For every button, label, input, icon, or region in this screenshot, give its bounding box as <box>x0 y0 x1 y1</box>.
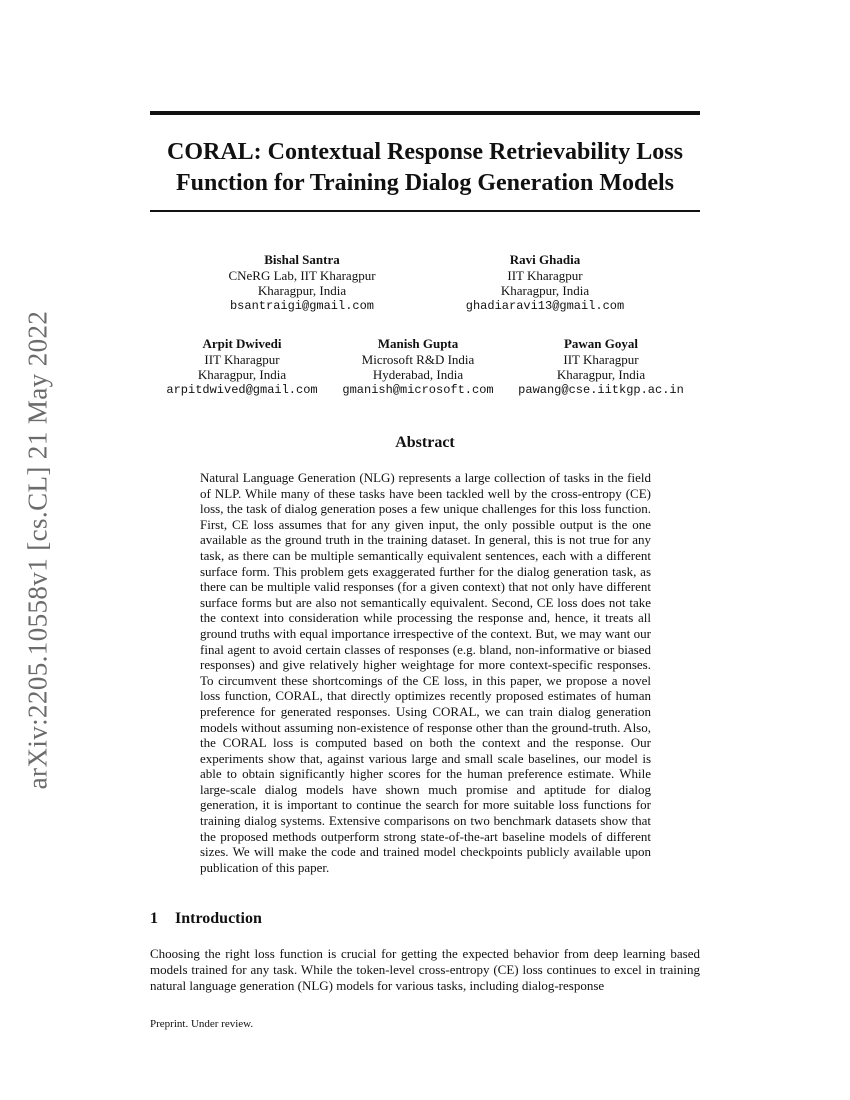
section-number: 1 <box>150 910 158 927</box>
preprint-footer: Preprint. Under review. <box>150 1018 254 1030</box>
author-affiliation: IIT Kharagpur <box>204 351 280 367</box>
intro-paragraph: Choosing the right loss function is crucial for getting the expected behavior from deep learning based models trained for any task. While the token-level cross-entropy (CE) loss continues to excel in training natural language generation (NLG) models for various tasks, including dialog-response <box>150 946 700 993</box>
arxiv-stamp: arXiv:2205.10558v1 [cs.CL] 21 May 2022 <box>22 310 53 790</box>
author-block-4 <box>342 336 493 398</box>
author-email: ghadiaravi13@gmail.com <box>465 298 625 313</box>
author-location: Kharagpur, India <box>556 367 646 382</box>
author-location: Kharagpur, India <box>500 283 590 298</box>
section-heading <box>150 910 262 928</box>
author-block-2 <box>466 252 624 314</box>
author-affiliation: IIT Kharagpur <box>507 267 583 283</box>
section-title: Introduction <box>175 910 262 927</box>
abstract-heading: Abstract <box>395 434 455 451</box>
author-location: Hyderabad, India <box>372 367 464 382</box>
title-rule-top <box>150 111 700 115</box>
abstract-text: Natural Language Generation (NLG) represents a large collection of tasks in the field of NLP. While many of these tasks have been tackled well by the cross-entropy (CE) loss, the task of dialog generation poses a few unique challenges for this loss function. First, CE loss assumes that for any given input, the only possible output is the one available as the ground truth in the training dataset. In general, this is not true for any task, as there can be multiple semantically equivalent sentences, each with a different surface form. This problem gets exaggerated further for the dialog generation task, as there can be multiple valid responses (for a given context) that not only have different surface forms but are also not semantically equivalent. Second, CE loss does not take the context into consideration while processing the response and, hence, it treats all ground truths with equal importance irrespective of the context. But, we may want our final agent to avoid certain classes of responses (e.g. bland, non-informative or biased responses) and give relatively higher weightage for more context-specific responses. To circumvent these shortcomings of the CE loss, in this paper, we propose a novel loss function, CORAL, that directly optimizes recently proposed estimates of human preference for generated responses. Using CORAL, we can train dialog generation models without assuming non-existence of response other than the ground-truth. Also, the CORAL loss is computed based on both the context and the response. Our experiments show that, against various large and small scale baselines, our model is able to obtain significantly higher scores for the human preference estimate. While large-scale dialog models have shown much promise and aptitude for dialog generation, it is important to continue the search for more suitable loss functions for training dialog systems. Extensive comparisons on two benchmark datasets show that the proposed methods outperform strong state-of-the-art baseline models of different sizes. We will make the code and trained model checkpoints publicly available upon publication of this paper. <box>200 470 651 875</box>
author-block-3 <box>166 336 317 398</box>
author-location: Kharagpur, India <box>257 283 347 298</box>
author-affiliation: CNeRG Lab, IIT Kharagpur <box>228 267 376 283</box>
author-email: gmanish@microsoft.com <box>342 382 494 397</box>
author-name: Bishal Santra <box>264 252 340 267</box>
author-block-1 <box>228 252 375 314</box>
paper-title: CORAL: Contextual Response Retrievability Loss Function for Training Dialog Generation Models <box>167 139 683 196</box>
author-location: Kharagpur, India <box>197 367 287 382</box>
author-name: Pawan Goyal <box>563 336 639 351</box>
author-email: bsantraigi@gmail.com <box>229 298 375 313</box>
author-block-5 <box>518 336 684 398</box>
author-name: Arpit Dwivedi <box>202 336 282 351</box>
title-rule-bottom <box>150 210 700 212</box>
author-affiliation: IIT Kharagpur <box>563 351 639 367</box>
author-name: Ravi Ghadia <box>509 252 581 267</box>
author-affiliation: Microsoft R&D India <box>361 351 475 367</box>
author-name: Manish Gupta <box>377 336 459 351</box>
author-email: arpitdwived@gmail.com <box>166 382 318 397</box>
author-email: pawang@cse.iitkgp.ac.in <box>518 382 684 397</box>
